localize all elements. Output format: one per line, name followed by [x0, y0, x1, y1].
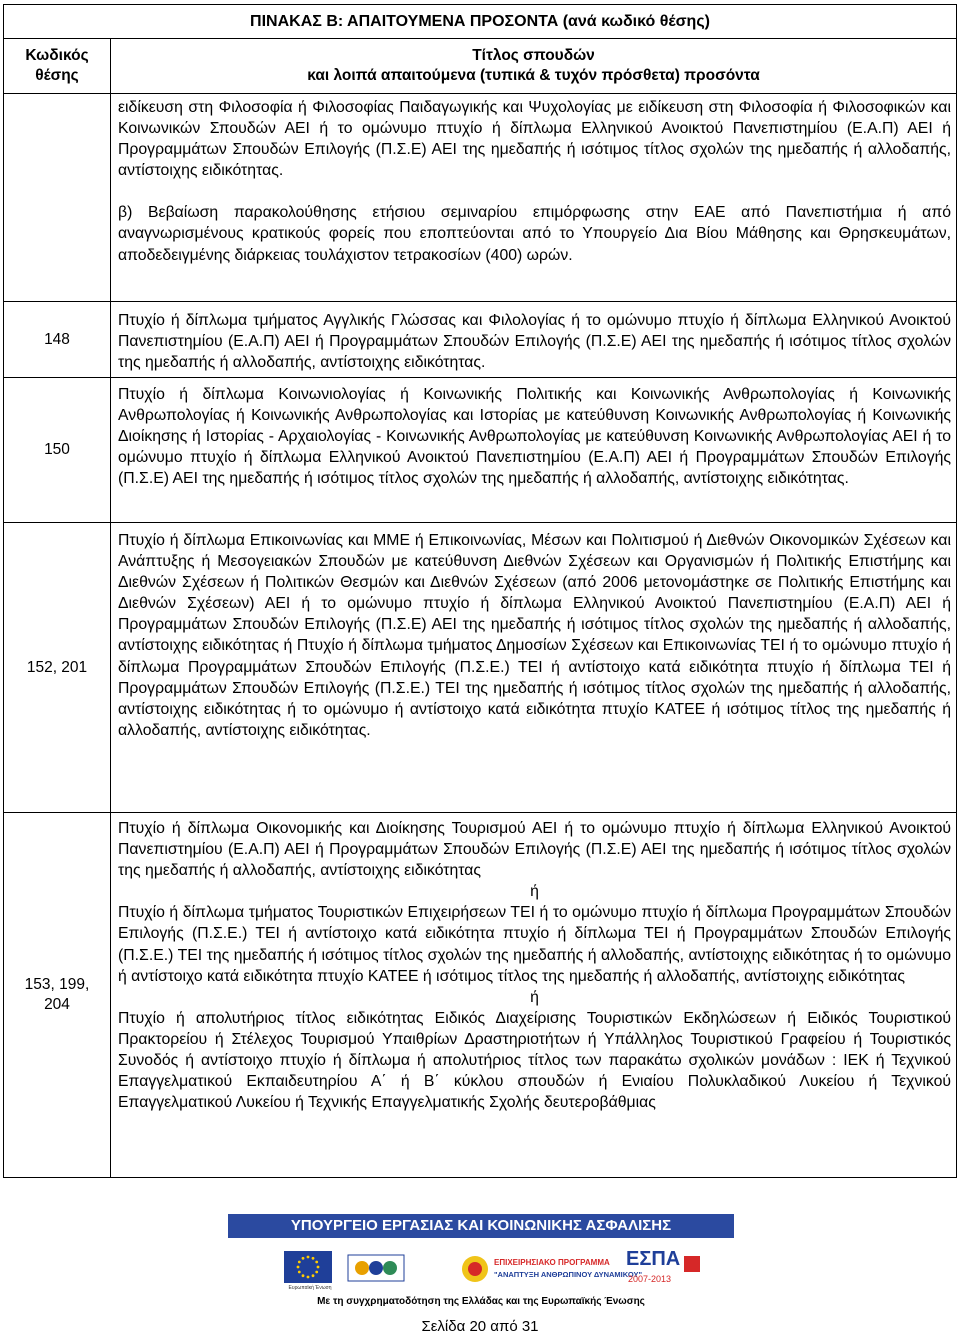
row-text: Πτυχίο ή δίπλωμα τμήματος Αγγλικής Γλώσσας και Φιλολογίας ή το ομώνυμο πτυχίο ή δίπλωμα Ελληνικού Ανοικτού Πανεπιστημίου (Ε.Α.Π) ΑΕΙ ή Προγραμμάτων Σπουδών Επιλογής (Π.Σ.Ε) ΑΕΙ της ημεδαπής ή ισότιμος τίτλος σχολών της ημεδαπής ή αλλοδαπής, αντίστοιχης ειδικότητας. — [111, 302, 957, 378]
logos-strip — [228, 1238, 734, 1316]
row-code — [4, 94, 111, 302]
header-title — [111, 39, 957, 94]
programme-subtitle: "ΑΝΑΠΤΥΞΗ ΑΝΘΡΩΠΙΝΟΥ ΔΥΝΑΜΙΚΟΥ" — [494, 1270, 643, 1279]
espa-logo — [626, 1248, 706, 1290]
row-paragraph: Πτυχίο ή απολυτήριος τίτλος ειδικότητας Ειδικός Διαχείρισης Τουριστικών Εκδηλώσεων ή Ειδικός Τουριστικού Πρακτορείου ή Στέλεχος Τουρισμού Υπαιθρίων Δραστηριοτήτων ή Υπάλληλος Τουριστικού Γραφείου ή Τουριστικός Συνοδός ή αντίστοιχο πτυχίο ή δίπλωμα ή απολυτήριος τίτλος των παρακάτω σχολικών μονάδων : ΙΕΚ ή Τεχνικού Επαγγελματικού Εκπαιδευτηρίου Α΄ ή Β΄ κύκλου σπουδών ή Ενιαίου Πολυκλαδικού Λυκείου ή Τεχνικού Επαγγελματικού Λυκείου ή Τεχνικής Επαγγελματικής Σχολής δευτεροβάθμιας — [118, 1009, 952, 1112]
or-separator: ή — [530, 988, 539, 1006]
ministry-banner: ΥΠΟΥΡΓΕΙΟ ΕΡΓΑΣΙΑΣ ΚΑΙ ΚΟΙΝΩΝΙΚΗΣ ΑΣΦΑΛΙΣΗΣ — [228, 1214, 734, 1238]
header-code-line2: θέσης — [35, 67, 79, 84]
row-text: Πτυχίο ή δίπλωμα Κοινωνιολογίας ή Κοινωνικής Πολιτικής και Κοινωνικής Ανθρωπολογίας ή Κοινωνικής Ανθρωπολογίας ή Κοινωνικής Ανθρωπολογίας και Ιστορίας με κατεύθυνση Κοινωνικής Ανθρωπολογίας ή Κοινωνικής Διοίκησης ή Ιστορίας - Αρχαιολογίας - Κοινωνικής Ανθρωπολογίας με κατεύθυνση Κοινωνικής Ανθρωπολογίας ΑΕΙ ή το ομώνυμο πτυχίο ή δίπλωμα Ελληνικού Ανοικτού Πανεπιστημίου (Ε.Α.Π) ΑΕΙ ή Προγραμμάτων Σπουδών Επιλογής (Π.Σ.Ε) ΑΕΙ της ημεδαπής ή ισότιμος τίτλος σχολών της ημεδαπής ή αλλοδαπής, αντίστοιχης ειδικότητας. — [111, 378, 957, 523]
table-row — [4, 378, 957, 523]
social-fund-logo — [346, 1251, 406, 1285]
requirements-table — [3, 4, 957, 1178]
row-text: Πτυχίο ή δίπλωμα Επικοινωνίας και ΜΜΕ ή Επικοινωνίας, Μέσων και Πολιτισμού ή Διεθνών Οικονομικών Σχέσεων και Ανάπτυξης ή Μεσογειακών Σπουδών με κατεύθυνση Διεθνών Σχέσεων και Οργανισμών ή Πολιτικής Επιστήμης και Διεθνών Σχέσεων ή Πολιτικών Θεσμών και Διεθνών Σχέσεων (από 2006 μετονομάστηκε σε Πολιτικής Επιστήμης και Διεθνών Σχέσεων) ΑΕΙ ή το ομώνυμο πτυχίο ή δίπλωμα Ελληνικού Ανοικτού Πανεπιστημίου (Ε.Α.Π) ΑΕΙ ή Προγραμμάτων Σπουδών Επιλογής (Π.Σ.Ε) ΑΕΙ της ημεδαπής ή ισότιμος τίτλος σχολών της ημεδαπής ή αλλοδαπής, αντίστοιχης ειδικότητας ή Πτυχίο ή δίπλωμα τμήματος Δημοσίων Σχέσεων και Επικοινωνίας ΤΕΙ ή το ομώνυμο πτυχίο ή δίπλωμα Προγραμμάτων Σπουδών Επιλογής (Π.Σ.Ε.) ΤΕΙ ή αντίστοιχο κατά ειδικότητα πτυχίο ή δίπλωμα ΤΕΙ ή Προγραμμάτων Σπουδών Επιλογής (Π.Σ.Ε.) ΤΕΙ της ημεδαπής ή ισότιμος τίτλος σχολών της ημεδαπής ή αλλοδαπής, αντίστοιχης ειδικότητας ή το ομώνυμο ή αντίστοιχο κατά ειδικότητα πτυχίο ΚΑΤΕΕ ή ισότιμος τίτλος της ημεδαπής ή αλλοδαπής, αντίστοιχης ειδικότητας. — [111, 523, 957, 813]
row-code-line1: 153, 199, — [24, 976, 90, 993]
operational-programme-logo — [460, 1250, 643, 1290]
table-row — [4, 813, 957, 1178]
or-separator: ή — [530, 883, 539, 901]
cofinancing-statement: Με τη συγχρηματοδότηση της Ελλάδας και της Ευρωπαϊκής Ένωσης — [317, 1296, 645, 1307]
header-title-line1: Τίτλος σπουδών — [472, 47, 595, 64]
row-code — [4, 813, 111, 1178]
row-paragraph: Πτυχίο ή δίπλωμα Οικονομικής και Διοίκησης Τουρισμού ΑΕΙ ή το ομώνυμο πτυχίο ή δίπλωμα Ελληνικού Ανοικτού Πανεπιστημίου (Ε.Α.Π) ΑΕΙ ή Προγραμμάτων Σπουδών Επιλογής (Π.Σ.Ε) ΑΕΙ της ημεδαπής ή ισότιμος τίτλος σχολών της ημεδαπής ή αλλοδαπής, αντίστοιχης ειδικότητας — [118, 820, 952, 880]
table-header-row — [4, 39, 957, 94]
eu-flag-logo — [284, 1251, 332, 1283]
row-code: 152, 201 — [4, 523, 111, 813]
programme-title: ΕΠΙΧΕΙΡΗΣΙΑΚΟ ΠΡΟΓΡΑΜΜΑ — [494, 1258, 610, 1267]
table-title: ΠΙΝΑΚΑΣ Β: ΑΠΑΙΤΟΥΜΕΝΑ ΠΡΟΣΟΝΤΑ (ανά κωδικό θέσης) — [4, 5, 957, 39]
espa-label: ΕΣΠΑ — [626, 1248, 681, 1270]
table-row — [4, 523, 957, 813]
table-row — [4, 302, 957, 378]
row-paragraph: Πτυχίο ή δίπλωμα τμήματος Τουριστικών Επιχειρήσεων ΤΕΙ ή το ομώνυμο πτυχίο ή δίπλωμα Προγραμμάτων Σπουδών Επιλογής (Π.Σ.Ε.) ΤΕΙ ή αντίστοιχο κατά ειδικότητα πτυχίο ή δίπλωμα ΤΕΙ ή Προγραμμάτων Σπουδών Επιλογής (Π.Σ.Ε.) ΤΕΙ της ημεδαπής ή ισότιμος τίτλος σχολών της ημεδαπής ή αλλοδαπής, αντίστοιχης ειδικότητας ή το ομώνυμο ή αντίστοιχο κατά ειδικότητα πτυχίο ΚΑΤΕΕ ή ισότιμος τίτλος της ημεδαπής ή αλλοδαπής, αντίστοιχης ειδικότητας — [118, 904, 952, 985]
eu-caption — [280, 1285, 340, 1291]
row-text — [111, 94, 957, 302]
row-code: 150 — [4, 378, 111, 523]
espa-years: 2007-2013 — [628, 1274, 672, 1284]
row-text — [111, 813, 957, 1178]
page-number: Σελίδα 20 από 31 — [421, 1318, 539, 1335]
table-row — [4, 94, 957, 302]
row-code: 148 — [4, 302, 111, 378]
row-paragraph: ειδίκευση στη Φιλοσοφία ή Φιλοσοφίας Παιδαγωγικής και Ψυχολογίας με ειδίκευση στη Φιλοσοφία ή Φιλοσοφικών και Κοινωνικών Σπουδών ΑΕΙ ή το ομώνυμο πτυχίο ή δίπλωμα Ελληνικού Ανοικτού Πανεπιστημίου (Ε.Α.Π) ΑΕΙ ή Προγραμμάτων Σπουδών Επιλογής (Π.Σ.Ε) ΑΕΙ της ημεδαπής ή ισότιμος τίτλος σχολών της ημεδαπής ή αλλοδαπής, αντίστοιχης ειδικότητας. — [118, 99, 952, 180]
header-code — [4, 39, 111, 94]
header-code-line1: Κωδικός — [25, 47, 89, 64]
row-paragraph: β) Βεβαίωση παρακολούθησης ετήσιου σεμιναρίου επιμόρφωσης στην ΕΑΕ από Πανεπιστήμια ή από αναγνωρισμένους κρατικούς φορείς που εποπτεύονται από το Υπουργείο Δια Βίου Μάθησης και Θρησκευμάτων, αποδεδειγμένης διάρκειας τουλάχιστον τετρακοσίων (400) ωρών. — [118, 204, 952, 264]
row-code-line2: 204 — [44, 996, 70, 1013]
header-title-line2: και λοιπά απαιτούμενα (τυπικά & τυχόν πρόσθετα) προσόντα — [307, 67, 760, 84]
eu-caption-text: Ευρωπαϊκή Ένωση — [288, 1285, 332, 1291]
